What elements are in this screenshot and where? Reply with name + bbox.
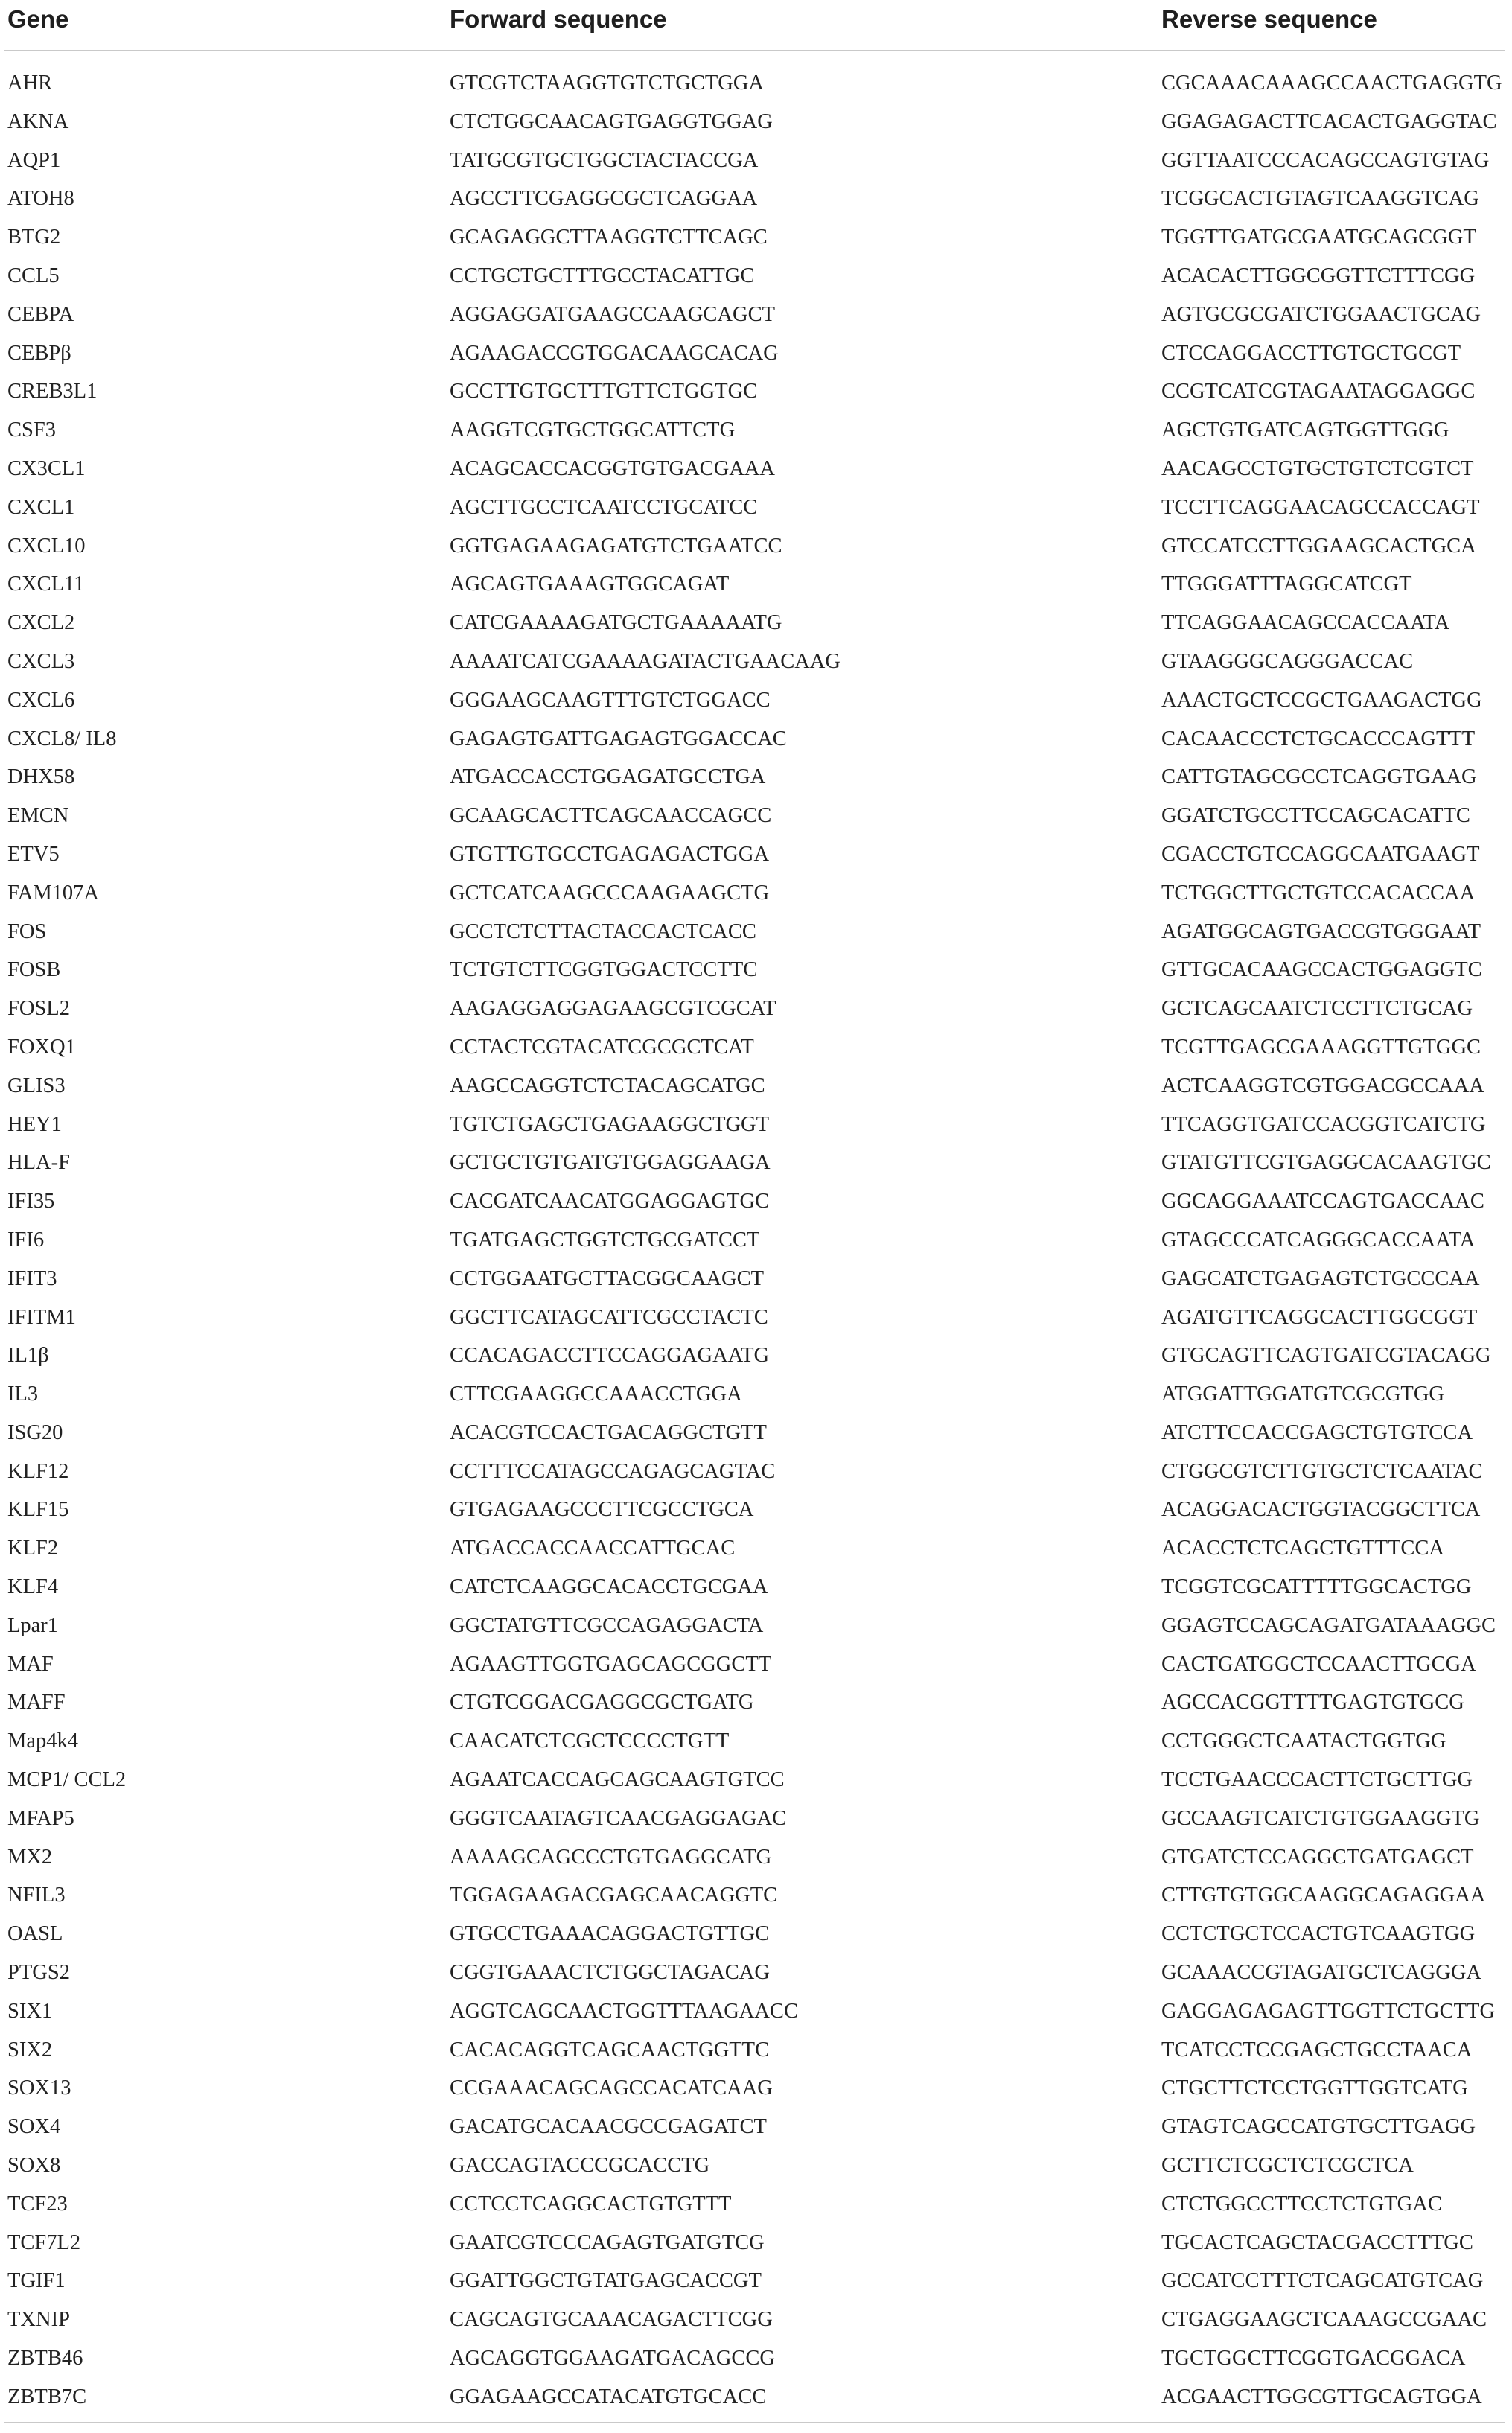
table-row <box>0 1915 1512 1954</box>
forward-sequence-cell: GGCTTCATAGCATTCGCCTACTC <box>450 1305 768 1329</box>
gene-cell: HLA-F <box>7 1151 70 1175</box>
gene-cell: FOSB <box>7 958 61 982</box>
forward-sequence-cell: AGAAGACCGTGGACAAGCACAG <box>450 341 779 365</box>
reverse-sequence-cell: CTGCTTCTCCTGGTTGGTCATG <box>1161 2076 1468 2100</box>
gene-cell: KLF15 <box>7 1498 69 1522</box>
gene-cell: KLF4 <box>7 1575 59 1599</box>
table-row <box>0 913 1512 951</box>
table-row <box>0 1490 1512 1529</box>
forward-sequence-cell: AGCCTTCGAGGCGCTCAGGAA <box>450 187 758 211</box>
gene-cell: MFAP5 <box>7 1806 74 1830</box>
forward-sequence-cell: CATCTCAAGGCACACCTGCGAA <box>450 1575 768 1599</box>
reverse-sequence-cell: GGCAGGAAATCCAGTGACCAAC <box>1161 1190 1484 1214</box>
gene-cell: OASL <box>7 1922 63 1946</box>
reverse-sequence-cell: GCAAACCGTAGATGCTCAGGGA <box>1161 1961 1481 1985</box>
gene-cell: Lpar1 <box>7 1613 59 1637</box>
forward-sequence-cell: CCTACTCGTACATCGCGCTCAT <box>450 1035 754 1059</box>
reverse-sequence-cell: CTTGTGTGGCAAGGCAGAGGAA <box>1161 1884 1486 1907</box>
reverse-sequence-cell: TCCTGAACCCACTTCTGCTTGG <box>1161 1768 1473 1792</box>
table-row <box>0 1683 1512 1722</box>
reverse-sequence-cell: AGCTGTGATCAGTGGTTGGG <box>1161 418 1449 442</box>
gene-cell: CXCL3 <box>7 649 75 673</box>
forward-sequence-cell: GAGAGTGATTGAGAGTGGACCAC <box>450 727 787 750</box>
forward-sequence-cell: AAAAGCAGCCCTGTGAGGCATG <box>450 1845 772 1869</box>
forward-sequence-cell: CACGATCAACATGGAGGAGTGC <box>450 1190 770 1214</box>
forward-sequence-cell: AAGCCAGGTCTCTACAGCATGC <box>450 1074 765 1097</box>
reverse-sequence-cell: CCTCTGCTCCACTGTCAAGTGG <box>1161 1922 1476 1946</box>
table-row <box>0 2069 1512 2108</box>
header-forward-sequence: Forward sequence <box>450 5 667 33</box>
gene-cell: IL1β <box>7 1344 49 1368</box>
forward-sequence-cell: CCTTTCCATAGCCAGAGCAGTAC <box>450 1459 776 1483</box>
forward-sequence-cell: GTCGTCTAAGGTGTCTGCTGGA <box>450 71 765 95</box>
table-row <box>0 1954 1512 1992</box>
table-row <box>0 1992 1512 2031</box>
gene-cell: FAM107A <box>7 881 99 905</box>
table-row <box>0 874 1512 913</box>
table-row <box>0 642 1512 681</box>
table-row <box>0 989 1512 1028</box>
gene-cell: KLF12 <box>7 1459 69 1483</box>
reverse-sequence-cell: TCGTTGAGCGAAAGGTTGTGGC <box>1161 1035 1481 1059</box>
gene-cell: KLF2 <box>7 1537 59 1560</box>
table-row <box>0 1799 1512 1838</box>
forward-sequence-cell: GCAAGCACTTCAGCAACCAGCC <box>450 804 772 828</box>
table-row <box>0 604 1512 642</box>
gene-cell: CSF3 <box>7 418 56 442</box>
table-body <box>0 64 1512 2417</box>
table-row <box>0 2339 1512 2378</box>
forward-sequence-cell: CTTCGAAGGCCAAACCTGGA <box>450 1383 742 1406</box>
reverse-sequence-cell: CGACCTGTCCAGGCAATGAAGT <box>1161 842 1480 866</box>
reverse-sequence-cell: CTCCAGGACCTTGTGCTGCGT <box>1161 341 1461 365</box>
gene-cell: SIX2 <box>7 2038 53 2061</box>
forward-sequence-cell: GCTGCTGTGATGTGGAGGAAGA <box>450 1151 771 1175</box>
forward-sequence-cell: GGGAAGCAAGTTTGTCTGGACC <box>450 688 771 712</box>
table-row <box>0 758 1512 797</box>
reverse-sequence-cell: AAACTGCTCCGCTGAAGACTGG <box>1161 688 1482 712</box>
reverse-sequence-cell: ACTCAAGGTCGTGGACGCCAAA <box>1161 1074 1484 1097</box>
reverse-sequence-cell: GCCAAGTCATCTGTGGAAGGTG <box>1161 1806 1480 1830</box>
reverse-sequence-cell: ATGGATTGGATGTCGCGTGG <box>1161 1383 1444 1406</box>
reverse-sequence-cell: TCGGCACTGTAGTCAAGGTCAG <box>1161 187 1479 211</box>
table-row <box>0 1221 1512 1260</box>
gene-cell: DHX58 <box>7 765 75 789</box>
gene-cell: MCP1/ CCL2 <box>7 1768 127 1792</box>
reverse-sequence-cell: CTGGCGTCTTGTGCTCTCAATAC <box>1161 1459 1483 1483</box>
gene-cell: GLIS3 <box>7 1074 66 1097</box>
forward-sequence-cell: CTGTCGGACGAGGCGCTGATG <box>450 1691 754 1715</box>
gene-cell: EMCN <box>7 804 69 828</box>
forward-sequence-cell: GGATTGGCTGTATGAGCACCGT <box>450 2269 762 2293</box>
forward-sequence-cell: ACAGCACCACGGTGTGACGAAA <box>450 456 776 480</box>
forward-sequence-cell: TGGAGAAGACGAGCAACAGGTC <box>450 1884 778 1907</box>
table-row <box>0 1876 1512 1915</box>
table-row <box>0 2224 1512 2263</box>
gene-cell: BTG2 <box>7 226 61 249</box>
forward-sequence-cell: CCGAAACAGCAGCCACATCAAG <box>450 2076 773 2100</box>
table-row <box>0 2378 1512 2417</box>
reverse-sequence-cell: GGAGTCCAGCAGATGATAAAGGC <box>1161 1613 1496 1637</box>
header-gene: Gene <box>7 5 69 33</box>
forward-sequence-cell: AGAATCACCAGCAGCAAGTGTCC <box>450 1768 785 1792</box>
forward-sequence-cell: AGGAGGATGAAGCCAAGCAGCT <box>450 302 776 326</box>
reverse-sequence-cell: GAGCATCTGAGAGTCTGCCCAA <box>1161 1266 1480 1290</box>
reverse-sequence-cell: ACAGGACACTGGTACGGCTTCA <box>1161 1498 1481 1522</box>
forward-sequence-cell: GGCTATGTTCGCCAGAGGACTA <box>450 1613 764 1637</box>
gene-cell: CXCL1 <box>7 495 75 519</box>
forward-sequence-cell: AGCAGGTGGAAGATGACAGCCG <box>450 2347 776 2370</box>
table-row <box>0 2262 1512 2300</box>
table-row <box>0 334 1512 373</box>
table-row <box>0 527 1512 566</box>
header-reverse-sequence: Reverse sequence <box>1161 5 1377 33</box>
reverse-sequence-cell: GGATCTGCCTTCCAGCACATTC <box>1161 804 1470 828</box>
gene-cell: AKNA <box>7 109 69 133</box>
gene-cell: CXCL10 <box>7 534 86 558</box>
forward-sequence-cell: CATCGAAAAGATGCTGAAAAATG <box>450 611 782 635</box>
gene-cell: SOX4 <box>7 2115 61 2139</box>
table-row <box>0 797 1512 835</box>
forward-sequence-cell: CCACAGACCTTCCAGGAGAATG <box>450 1344 770 1368</box>
reverse-sequence-cell: AGCCACGGTTTTGAGTGTGCG <box>1161 1691 1464 1715</box>
reverse-sequence-cell: CCTGGGCTCAATACTGGTGG <box>1161 1729 1446 1753</box>
table-row <box>0 1414 1512 1453</box>
table-row <box>0 1028 1512 1067</box>
gene-cell: ETV5 <box>7 842 60 866</box>
forward-sequence-cell: GCCTCTCTTACTACCACTCACC <box>450 919 756 943</box>
forward-sequence-cell: GGAGAAGCCATACATGTGCACC <box>450 2385 767 2408</box>
table-row <box>0 1375 1512 1414</box>
forward-sequence-cell: GCAGAGGCTTAAGGTCTTCAGC <box>450 226 768 249</box>
header-divider <box>4 50 1505 51</box>
forward-sequence-cell: GAATCGTCCCAGAGTGATGTCG <box>450 2230 765 2254</box>
reverse-sequence-cell: ACGAACTTGGCGTTGCAGTGGA <box>1161 2385 1482 2408</box>
reverse-sequence-cell: ATCTTCCACCGAGCTGTGTCCA <box>1161 1420 1473 1444</box>
reverse-sequence-cell: GCCATCCTTTCTCAGCATGTCAG <box>1161 2269 1484 2293</box>
table-row <box>0 835 1512 874</box>
forward-sequence-cell: AAGAGGAGGAGAAGCGTCGCAT <box>450 997 776 1021</box>
table-bottom-divider <box>4 2422 1505 2423</box>
forward-sequence-cell: CGGTGAAACTCTGGCTAGACAG <box>450 1961 770 1985</box>
table-row <box>0 141 1512 180</box>
table-row <box>0 450 1512 488</box>
forward-sequence-cell: GCCTTGTGCTTTGTTCTGGTGC <box>450 380 758 404</box>
table-row <box>0 103 1512 141</box>
table-row <box>0 2300 1512 2339</box>
reverse-sequence-cell: GGTTAATCCCACAGCCAGTGTAG <box>1161 148 1490 172</box>
forward-sequence-cell: AGCAGTGAAAGTGGCAGAT <box>450 573 730 596</box>
table-row <box>0 2108 1512 2146</box>
forward-sequence-cell: GCTCATCAAGCCCAAGAAGCTG <box>450 881 770 905</box>
table-row <box>0 565 1512 604</box>
gene-cell: SIX1 <box>7 1999 53 2023</box>
forward-sequence-cell: CCTGCTGCTTTGCCTACATTGC <box>450 264 755 287</box>
forward-sequence-cell: TATGCGTGCTGGCTACTACCGA <box>450 148 759 172</box>
reverse-sequence-cell: TTGGGATTTAGGCATCGT <box>1161 573 1412 596</box>
forward-sequence-cell: ATGACCACCAACCATTGCAC <box>450 1537 736 1560</box>
gene-cell: IFITM1 <box>7 1305 76 1329</box>
table-row <box>0 1568 1512 1607</box>
table-row <box>0 1607 1512 1645</box>
reverse-sequence-cell: TGCTGGCTTCGGTGACGGACA <box>1161 2347 1466 2370</box>
reverse-sequence-cell: TTCAGGAACAGCCACCAATA <box>1161 611 1450 635</box>
gene-cell: FOS <box>7 919 47 943</box>
table-row <box>0 720 1512 759</box>
forward-sequence-cell: TGTCTGAGCTGAGAAGGCTGGT <box>450 1112 770 1136</box>
table-row <box>0 1838 1512 1877</box>
reverse-sequence-cell: GTAAGGGCAGGGACCAC <box>1161 649 1414 673</box>
reverse-sequence-cell: AGTGCGCGATCTGGAACTGCAG <box>1161 302 1481 326</box>
reverse-sequence-cell: TCCTTCAGGAACAGCCACCAGT <box>1161 495 1480 519</box>
gene-cell: AHR <box>7 71 53 95</box>
forward-sequence-cell: GACATGCACAACGCCGAGATCT <box>450 2115 767 2139</box>
table-row <box>0 179 1512 218</box>
reverse-sequence-cell: CCGTCATCGTAGAATAGGAGGC <box>1161 380 1476 404</box>
reverse-sequence-cell: AGATGTTCAGGCACTTGGCGGT <box>1161 1305 1478 1329</box>
forward-sequence-cell: AAAATCATCGAAAAGATACTGAACAAG <box>450 649 840 673</box>
forward-sequence-cell: TGATGAGCTGGTCTGCGATCCT <box>450 1228 760 1251</box>
reverse-sequence-cell: GTAGTCAGCCATGTGCTTGAGG <box>1161 2115 1476 2139</box>
reverse-sequence-cell: GTCCATCCTTGGAAGCACTGCA <box>1161 534 1476 558</box>
reverse-sequence-cell: GTGCAGTTCAGTGATCGTACAGG <box>1161 1344 1491 1368</box>
forward-sequence-cell: ACACGTCCACTGACAGGCTGTT <box>450 1420 767 1444</box>
reverse-sequence-cell: CTCTGGCCTTCCTCTGTGAC <box>1161 2192 1442 2216</box>
gene-cell: TXNIP <box>7 2308 70 2332</box>
forward-sequence-cell: CCTCCTCAGGCACTGTGTTT <box>450 2192 732 2216</box>
table-row <box>0 1761 1512 1799</box>
gene-cell: TCF7L2 <box>7 2230 81 2254</box>
reverse-sequence-cell: ACACCTCTCAGCTGTTTCCA <box>1161 1537 1445 1560</box>
gene-cell: CXCL6 <box>7 688 75 712</box>
forward-sequence-cell: TCTGTCTTCGGTGGACTCCTTC <box>450 958 758 982</box>
reverse-sequence-cell: TTCAGGTGATCCACGGTCATCTG <box>1161 1112 1486 1136</box>
table-row <box>0 1144 1512 1182</box>
table-row <box>0 488 1512 527</box>
table-row <box>0 951 1512 989</box>
gene-cell: ZBTB7C <box>7 2385 87 2408</box>
forward-sequence-cell: GACCAGTACCCGCACCTG <box>450 2154 710 2178</box>
gene-cell: TGIF1 <box>7 2269 66 2293</box>
gene-cell: FOSL2 <box>7 997 70 1021</box>
gene-cell: SOX13 <box>7 2076 71 2100</box>
gene-cell: IFI6 <box>7 1228 45 1251</box>
table-row <box>0 64 1512 103</box>
forward-sequence-cell: GGGTCAATAGTCAACGAGGAGAC <box>450 1806 787 1830</box>
reverse-sequence-cell: CACTGATGGCTCCAACTTGCGA <box>1161 1652 1476 1676</box>
gene-cell: CXCL11 <box>7 573 85 596</box>
reverse-sequence-cell: AGATGGCAGTGACCGTGGGAAT <box>1161 919 1481 943</box>
gene-cell: AQP1 <box>7 148 61 172</box>
gene-cell: ZBTB46 <box>7 2347 83 2370</box>
table-row <box>0 296 1512 334</box>
forward-sequence-cell: GTGCCTGAAACAGGACTGTTGC <box>450 1922 770 1946</box>
reverse-sequence-cell: CGCAAACAAAGCCAACTGAGGTG <box>1161 71 1502 95</box>
reverse-sequence-cell: GCTCAGCAATCTCCTTCTGCAG <box>1161 997 1473 1021</box>
gene-cell: Map4k4 <box>7 1729 78 1753</box>
gene-cell: FOXQ1 <box>7 1035 76 1059</box>
gene-cell: CXCL2 <box>7 611 75 635</box>
gene-cell: TCF23 <box>7 2192 68 2216</box>
forward-sequence-cell: AGCTTGCCTCAATCCTGCATCC <box>450 495 758 519</box>
table-row <box>0 372 1512 411</box>
gene-cell: CXCL8/ IL8 <box>7 727 117 750</box>
table-row <box>0 1182 1512 1221</box>
table-row <box>0 1336 1512 1375</box>
table-row <box>0 1106 1512 1144</box>
gene-cell: SOX8 <box>7 2154 61 2178</box>
reverse-sequence-cell: GTGATCTCCAGGCTGATGAGCT <box>1161 1845 1474 1869</box>
gene-cell: CX3CL1 <box>7 456 86 480</box>
table-row <box>0 411 1512 450</box>
gene-cell: CEBPβ <box>7 341 71 365</box>
table-row <box>0 1645 1512 1684</box>
forward-sequence-cell: GTGTTGTGCCTGAGAGACTGGA <box>450 842 770 866</box>
reverse-sequence-cell: GTTGCACAAGCCACTGGAGGTC <box>1161 958 1482 982</box>
gene-cell: IL3 <box>7 1383 39 1406</box>
gene-cell: ISG20 <box>7 1420 63 1444</box>
reverse-sequence-cell: TCATCCTCCGAGCTGCCTAACA <box>1161 2038 1473 2061</box>
gene-cell: IFI35 <box>7 1190 55 1214</box>
table-row <box>0 218 1512 257</box>
table-row <box>0 681 1512 720</box>
reverse-sequence-cell: TGGTTGATGCGAATGCAGCGGT <box>1161 226 1476 249</box>
reverse-sequence-cell: ACACACTTGGCGGTTCTTTCGG <box>1161 264 1476 287</box>
gene-cell: IFIT3 <box>7 1266 57 1290</box>
forward-sequence-cell: CAGCAGTGCAAACAGACTTCGG <box>450 2308 773 2332</box>
reverse-sequence-cell: GAGGAGAGAGTTGGTTCTGCTTG <box>1161 1999 1496 2023</box>
table-row <box>0 2031 1512 2070</box>
table-row <box>0 1722 1512 1761</box>
reverse-sequence-cell: TCTGGCTTGCTGTCCACACCAA <box>1161 881 1476 905</box>
gene-cell: MAF <box>7 1652 54 1676</box>
table-row <box>0 1067 1512 1106</box>
table-row <box>0 1529 1512 1568</box>
forward-sequence-cell: CCTGGAATGCTTACGGCAAGCT <box>450 1266 765 1290</box>
forward-sequence-cell: CACACAGGTCAGCAACTGGTTC <box>450 2038 770 2061</box>
gene-cell: CREB3L1 <box>7 380 98 404</box>
reverse-sequence-cell: CACAACCCTCTGCACCCAGTTT <box>1161 727 1476 750</box>
forward-sequence-cell: CAACATCTCGCTCCCCTGTT <box>450 1729 730 1753</box>
gene-cell: CCL5 <box>7 264 60 287</box>
reverse-sequence-cell: AACAGCCTGTGCTGTCTCGTCT <box>1161 456 1474 480</box>
gene-cell: HEY1 <box>7 1112 62 1136</box>
forward-sequence-cell: AGAAGTTGGTGAGCAGCGGCTT <box>450 1652 772 1676</box>
table-row <box>0 2146 1512 2185</box>
forward-sequence-cell: GTGAGAAGCCCTTCGCCTGCA <box>450 1498 754 1522</box>
gene-cell: CEBPA <box>7 302 74 326</box>
forward-sequence-cell: ATGACCACCTGGAGATGCCTGA <box>450 765 766 789</box>
gene-cell: PTGS2 <box>7 1961 70 1985</box>
reverse-sequence-cell: CTGAGGAAGCTCAAAGCCGAAC <box>1161 2308 1487 2332</box>
table-row <box>0 257 1512 296</box>
reverse-sequence-cell: TGCACTCAGCTACGACCTTTGC <box>1161 2230 1473 2254</box>
gene-cell: MAFF <box>7 1691 66 1715</box>
table-header <box>0 0 1512 51</box>
reverse-sequence-cell: GGAGAGACTTCACACTGAGGTAC <box>1161 109 1497 133</box>
forward-sequence-cell: AAGGTCGTGCTGGCATTCTG <box>450 418 736 442</box>
forward-sequence-cell: AGGTCAGCAACTGGTTTAAGAACC <box>450 1999 798 2023</box>
table-row <box>0 1260 1512 1298</box>
reverse-sequence-cell: GTAGCCCATCAGGGCACCAATA <box>1161 1228 1476 1251</box>
gene-cell: MX2 <box>7 1845 53 1869</box>
gene-cell: NFIL3 <box>7 1884 66 1907</box>
table-row <box>0 1453 1512 1491</box>
gene-cell: ATOH8 <box>7 187 74 211</box>
reverse-sequence-cell: GCTTCTCGCTCTCGCTCA <box>1161 2154 1414 2178</box>
table-row <box>0 1298 1512 1337</box>
reverse-sequence-cell: TCGGTCGCATTTTTGGCACTGG <box>1161 1575 1472 1599</box>
forward-sequence-cell: CTCTGGCAACAGTGAGGTGGAG <box>450 109 773 133</box>
reverse-sequence-cell: GTATGTTCGTGAGGCACAAGTGC <box>1161 1151 1491 1175</box>
table-row <box>0 2185 1512 2224</box>
reverse-sequence-cell: CATTGTAGCGCCTCAGGTGAAG <box>1161 765 1477 789</box>
forward-sequence-cell: GGTGAGAAGAGATGTCTGAATCC <box>450 534 782 558</box>
